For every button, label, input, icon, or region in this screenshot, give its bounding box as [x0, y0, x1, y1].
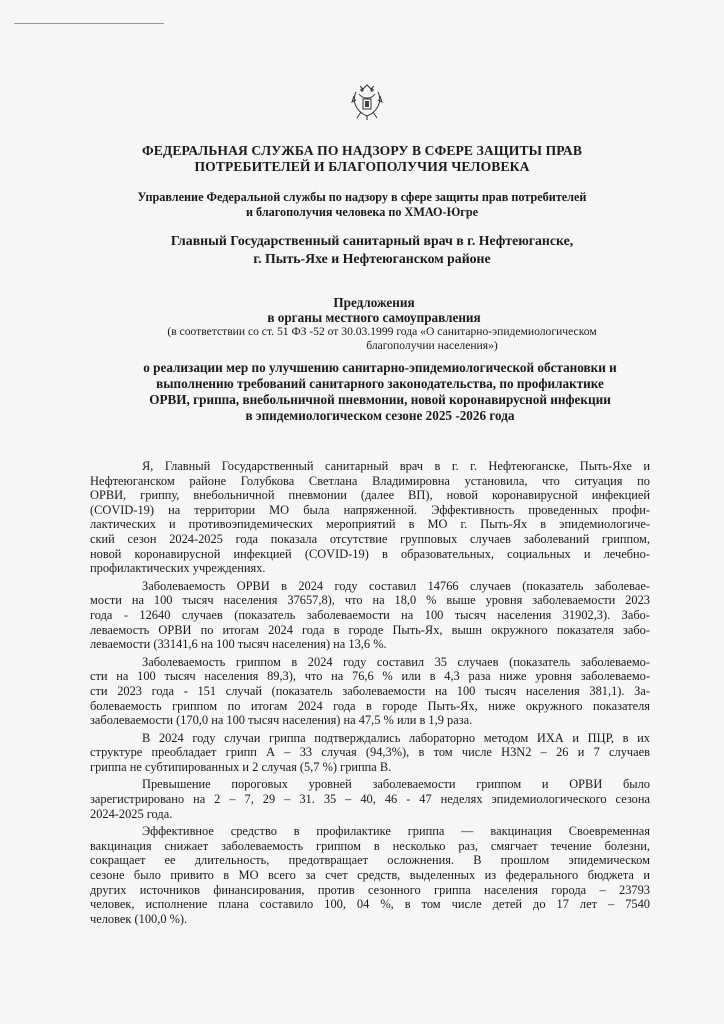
body-line: человек, исполнение плана составило 100, 04 %, в том числе детей до 17 лет – 7540 — [90, 897, 650, 912]
body-paragraph — [90, 777, 650, 821]
reference-line-2: благополучии населения») — [366, 339, 498, 352]
body-line: леваемость ОРВИ по итогам 2024 года в городе Пыть-Ях, вышн окружного показателя забо- — [90, 622, 650, 637]
body-line: зарегистрировано на 2 – 7, 29 – 31. 35 – 40, 46 - 47 неделях эпидемиологического сезона — [90, 792, 650, 807]
department-line-1: Управление Федеральной службы по надзору в сфере защиты прав потребителей — [137, 190, 587, 204]
body-paragraph — [90, 824, 650, 926]
body-line: человек (100,0 %). — [90, 911, 188, 926]
subject-line: ОРВИ, гриппа, внебольничной пневмонии, новой коронавирусной инфекции — [149, 392, 611, 407]
chief-line-1: Главный Государственный санитарный врач в г. Нефтеюганске, — [170, 233, 574, 248]
body-line: мости на 100 тысяч населения 37657,8), что на 18,0 % выше уровня заболеваемости 2023 — [90, 593, 650, 608]
agency-header — [0, 143, 724, 175]
body-line: сти на 100 тысяч населения 89,3), что на 76,6 % или в 4,3 раза ниже уровня заболеваемо- — [90, 669, 650, 684]
body-line: В 2024 году случаи гриппа подтверждались лабораторно методом ИХА и ПЦР, в их — [142, 730, 650, 745]
body-paragraph — [90, 655, 650, 728]
body-line: гриппа не субтипированных и 2 случая (5,7 %) гриппа В. — [90, 759, 392, 774]
body-line: структуре преобладает грипп А – 33 случая (94,3%), в том числе H3N2 – 26 и 7 случаев — [90, 745, 650, 760]
body-line: сезоне было привито в МО всего за счет средств, выделенных из федерального бюджета и — [90, 868, 650, 883]
chief-line-2: г. Пыть-Яхе и Нефтеюганском районе — [253, 250, 491, 266]
body-line: ОРВИ, гриппу, внебольничной пневмонии (далее ВП), новой коронавирусной инфекцией — [90, 488, 650, 503]
body-line: года - 12640 случаев (показатель заболеваемости на 100 тысяч населения 31902,3). Забо- — [90, 607, 650, 622]
title-text: Предложения — [333, 295, 415, 310]
chief-sanitary-doctor-header — [10, 232, 724, 267]
document-body — [90, 459, 650, 929]
department-line-2: и благополучия человека по ХМАО-Югре — [245, 205, 479, 219]
reference-line-1: (в соответствии со ст. 51 ФЗ -52 от 30.03.1999 года «О санитарно-эпидемиологическом — [167, 325, 597, 338]
agency-line-2: ПОТРЕБИТЕЛЕЙ И БЛАГОПОЛУЧИЯ ЧЕЛОВЕКА — [194, 159, 530, 174]
document-title — [12, 296, 724, 325]
body-paragraph — [90, 731, 650, 775]
body-line: сокращает ее длительность, предотвращает осложнения. В прошлом эпидемическом — [90, 853, 650, 868]
agency-line-1: ФЕДЕРАЛЬНАЯ СЛУЖБА ПО НАДЗОРУ В СФЕРЕ ЗАЩИТЫ ПРАВ — [141, 143, 583, 158]
body-line: Эффективное средство в профилактике гриппа — вакцинация Своевременная — [142, 824, 650, 839]
legal-reference — [20, 325, 724, 353]
body-line: 2024-2025 года. — [90, 806, 173, 821]
body-line: ский сезон 2024-2025 года показала отсутствие групповых случаев заболеваний гриппом, — [90, 531, 650, 546]
body-line: вакцинация снижает заболеваемость гриппом в несколько раз, смягчает течение болезни, — [90, 838, 650, 853]
body-line: новой коронавирусной инфекцией (COVID-19) в образовательных, социальных и лечебно- — [90, 546, 650, 561]
body-line: Заболеваемость гриппом в 2024 году составил 35 случаев (показатель заболеваемо- — [142, 654, 650, 669]
body-line: Заболеваемость ОРВИ в 2024 году составил 14766 случаев (показатель заболевае- — [142, 578, 650, 593]
body-line: сти 2023 года - 151 случай (показатель заболеваемости на 100 тысяч населения 381,1). За- — [90, 683, 650, 698]
document-subject — [18, 360, 724, 424]
department-header — [0, 190, 724, 220]
body-line: болеваемость гриппом по итогам 2024 года в городе Пыть-Ях, ниже окружного показателя — [90, 698, 650, 713]
body-line: профилактических учреждениях. — [90, 561, 266, 576]
body-line: других источников финансирования, против сезонного гриппа населения города – 23793 — [90, 882, 650, 897]
scan-edge-line — [14, 23, 164, 24]
subject-line: о реализации мер по улучшению санитарно-эпидемиологической обстановки и — [143, 360, 617, 375]
body-line: (COVID-19) на территории МО была напряженной. Эффективность проведенных профи- — [90, 502, 650, 517]
subject-line: выполнению требований санитарного законодательства, по профилактике — [156, 376, 604, 391]
body-line: леваемости (33141,6 на 100 тысяч населения) на 13,6 %. — [90, 637, 387, 652]
body-line: Превышение пороговых уровней заболеваемости гриппом и ОРВИ было — [142, 777, 650, 792]
body-line: Нефтеюганском районе Голубкова Светлана Владимировна установила, что ситуация по — [90, 473, 650, 488]
body-line: заболеваемости (170,0 на 100 тысяч населения) на 47,5 % или в 1,9 раза. — [90, 713, 473, 728]
body-line: лактических и противоэпидемических мероприятий в МО г. Пыть-Ях в эпидемиологиче- — [90, 517, 650, 532]
subject-line: в эпидемиологическом сезоне 2025 -2026 года — [245, 408, 515, 423]
body-line: Я, Главный Государственный санитарный врач в г. г. Нефтеюганске, Пыть-Яхе и — [142, 459, 650, 473]
body-paragraph — [90, 579, 650, 652]
body-paragraph — [90, 459, 650, 576]
addressee-text: в органы местного самоуправления — [267, 309, 481, 325]
coat-of-arms-icon — [350, 82, 384, 122]
